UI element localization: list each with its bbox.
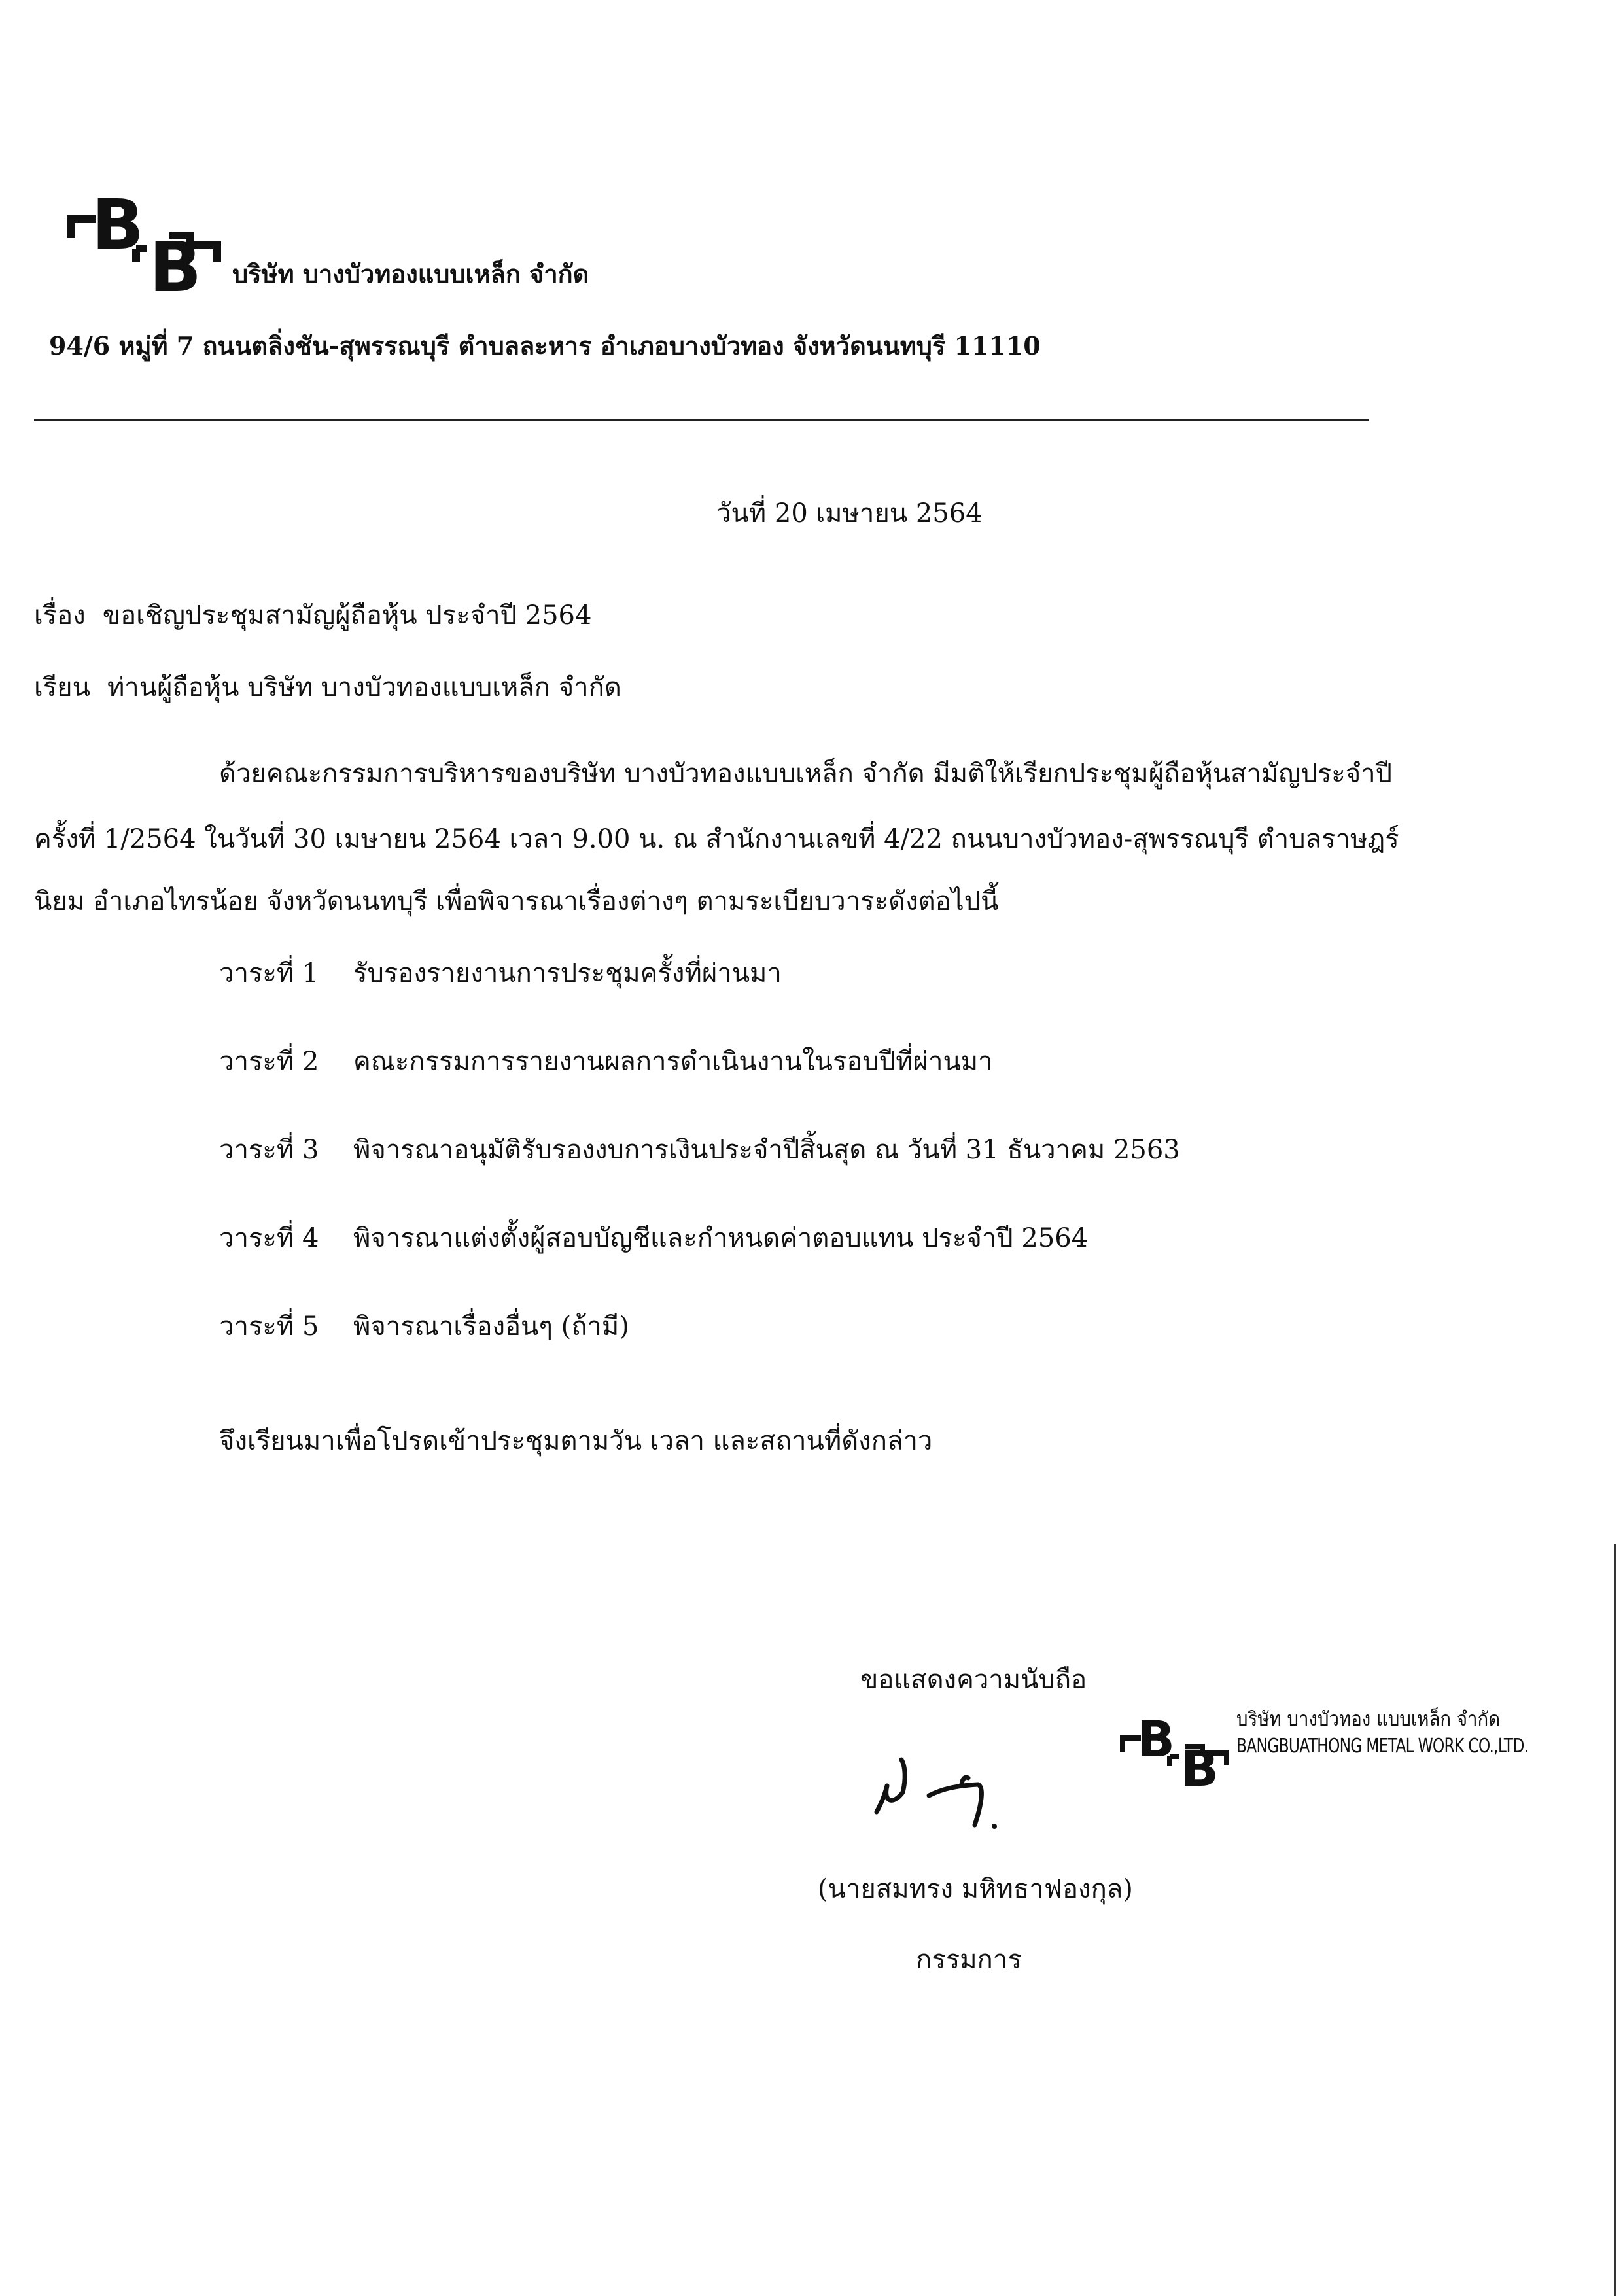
- agenda-item: [219, 1128, 1180, 1170]
- agenda-number: วาระที่ 1: [219, 958, 319, 988]
- subject-line: [34, 594, 591, 636]
- svg-text:B: B: [1181, 1739, 1219, 1789]
- agenda-item: [219, 1217, 1088, 1259]
- agenda-text: พิจารณาเรื่องอื่นๆ (ถ้ามี): [353, 1312, 629, 1342]
- handwritten-signature-icon: [864, 1740, 1047, 1838]
- stamp-company-name-thai: บริษัท บางบัวทอง แบบเหล็ก จำกัด: [1236, 1708, 1501, 1731]
- recipient-line: [34, 666, 621, 708]
- svg-text:B: B: [92, 185, 145, 265]
- agenda-number: วาระที่ 3: [219, 1135, 319, 1165]
- agenda-number: วาระที่ 5: [219, 1312, 319, 1342]
- agenda-number: วาระที่ 2: [219, 1047, 319, 1077]
- intro-paragraph-line: ด้วยคณะกรรมการบริหารของบริษัท บางบัวทองแบบเหล็ก จำกัด มีมติให้เรียกประชุมผู้ถือหุ้นสามัญประจำปี: [219, 759, 1393, 789]
- regards-text: ขอแสดงความนับถือ: [860, 1665, 1087, 1695]
- svg-text:B: B: [1137, 1710, 1175, 1768]
- company-logo-icon: [65, 157, 229, 298]
- letter-date: วันที่ 20 เมษายน 2564: [716, 498, 983, 529]
- company-address: 94/6 หมู่ที่ 7 ถนนตลิ่งชัน-สุพรรณบุรี ตำบลละหาร อำเภอบางบัวทอง จังหวัดนนทบุรี 11110: [49, 331, 1041, 360]
- recipient-text: ท่านผู้ถือหุ้น บริษัท บางบัวทองแบบเหล็ก จำกัด: [107, 672, 621, 703]
- company-stamp-logo-icon: [1119, 1691, 1236, 1789]
- svg-text:B: B: [149, 228, 202, 298]
- intro-paragraph-line: ครั้งที่ 1/2564 ในวันที่ 30 เมษายน 2564 เวลา 9.00 น. ณ สำนักงานเลขที่ 4/22 ถนนบางบัวทอง-สุพรรณบุรี ตำบลราษฎร์: [34, 824, 1399, 854]
- agenda-number: วาระที่ 4: [219, 1223, 319, 1253]
- closing-sentence: จึงเรียนมาเพื่อโปรดเข้าประชุมตามวัน เวลา และสถานที่ดังกล่าว: [219, 1426, 933, 1456]
- stamp-company-name-english: BANGBUATHONG METAL WORK CO.,LTD.: [1236, 1735, 1529, 1758]
- agenda-text: พิจารณาแต่งตั้งผู้สอบบัญชีและกำหนดค่าตอบแทน ประจำปี 2564: [353, 1223, 1089, 1253]
- signer-position: กรรมการ: [916, 1945, 1022, 1975]
- agenda-text: รับรองรายงานการประชุมครั้งที่ผ่านมา: [353, 958, 782, 988]
- recipient-label: เรียน: [34, 672, 90, 703]
- intro-paragraph-line: นิยม อำเภอไทรน้อย จังหวัดนนทบุรี เพื่อพิจารณาเรื่องต่างๆ ตามระเบียบวาระดังต่อไปนี้: [34, 886, 999, 916]
- company-name: บริษัท บางบัวทองแบบเหล็ก จำกัด: [232, 259, 589, 288]
- agenda-text: คณะกรรมการรายงานผลการดำเนินงานในรอบปีที่ผ่านมา: [353, 1047, 993, 1077]
- scan-edge-line: [1614, 1544, 1616, 2296]
- signer-name: (นายสมทรง มหิทธาฟองกุล): [818, 1874, 1133, 1904]
- header-divider: [34, 419, 1369, 421]
- agenda-item: [219, 952, 782, 994]
- agenda-item: [219, 1040, 993, 1082]
- subject-label: เรื่อง: [34, 600, 86, 631]
- subject-text: ขอเชิญประชุมสามัญผู้ถือหุ้น ประจำปี 2564: [102, 600, 592, 631]
- agenda-item: [219, 1305, 629, 1347]
- agenda-text: พิจารณาอนุมัติรับรองงบการเงินประจำปีสิ้นสุด ณ วันที่ 31 ธันวาคม 2563: [353, 1135, 1180, 1165]
